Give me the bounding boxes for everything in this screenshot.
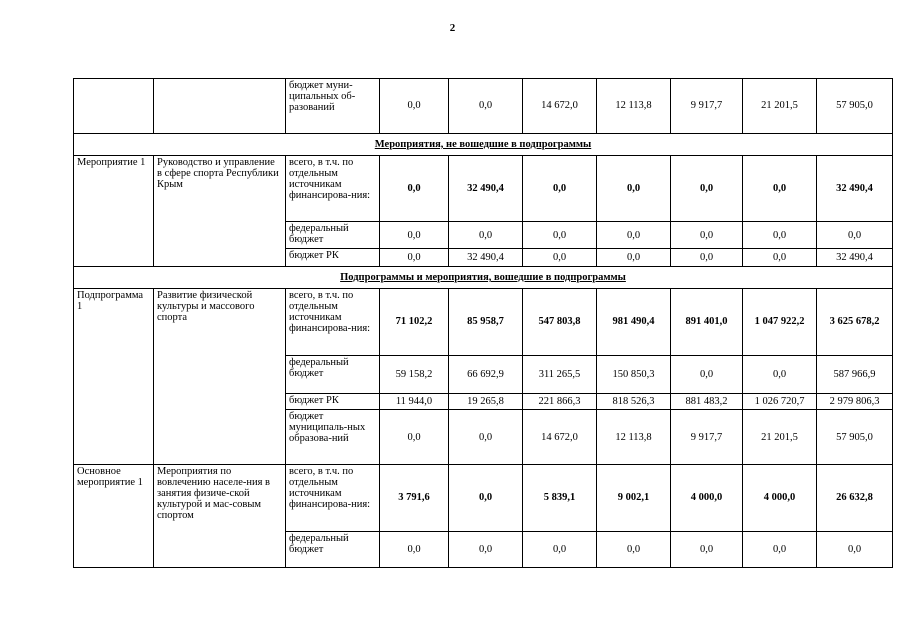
- empty-cell: [74, 79, 154, 134]
- table-row: [74, 79, 893, 134]
- value-cell: 0,0: [817, 531, 893, 567]
- source-cell: бюджет муниципаль-ных образова-ний: [286, 410, 380, 465]
- value-cell: 0,0: [523, 248, 597, 266]
- value-cell: 0,0: [523, 222, 597, 248]
- value-cell: 0,0: [817, 222, 893, 248]
- source-cell: всего, в т.ч. по отдельным источникам финансирова-ния:: [286, 289, 380, 356]
- value-cell: 66 692,9: [449, 355, 523, 393]
- table-row: [74, 464, 893, 531]
- value-cell: 1 047 922,2: [743, 289, 817, 356]
- source-cell: всего, в т.ч. по отдельным источникам финансирова-ния:: [286, 155, 380, 222]
- value-cell: 57 905,0: [817, 410, 893, 465]
- value-cell: 0,0: [671, 355, 743, 393]
- section-row: [74, 133, 893, 155]
- source-cell: бюджет муни-ципальных об-разований: [286, 79, 380, 134]
- value-cell: 547 803,8: [523, 289, 597, 356]
- value-cell: 0,0: [743, 531, 817, 567]
- value-cell: 981 490,4: [597, 289, 671, 356]
- value-cell: 587 966,9: [817, 355, 893, 393]
- table-row: [74, 155, 893, 222]
- value-cell: 0,0: [597, 248, 671, 266]
- value-cell: 0,0: [743, 248, 817, 266]
- value-cell: 4 000,0: [743, 464, 817, 531]
- value-cell: 0,0: [743, 222, 817, 248]
- value-cell: 0,0: [449, 531, 523, 567]
- source-cell: всего, в т.ч. по отдельным источникам финансирова-ния:: [286, 464, 380, 531]
- value-cell: 150 850,3: [597, 355, 671, 393]
- value-cell: 85 958,7: [449, 289, 523, 356]
- value-cell: 891 401,0: [671, 289, 743, 356]
- value-cell: 0,0: [597, 531, 671, 567]
- value-cell: 11 944,0: [380, 394, 449, 410]
- value-cell: 5 839,1: [523, 464, 597, 531]
- value-cell: 0,0: [449, 464, 523, 531]
- value-cell: 0,0: [523, 531, 597, 567]
- value-cell: 32 490,4: [817, 248, 893, 266]
- value-cell: 3 625 678,2: [817, 289, 893, 356]
- value-cell: 0,0: [449, 410, 523, 465]
- value-cell: 1 026 720,7: [743, 394, 817, 410]
- section-row: [74, 266, 893, 288]
- value-cell: 26 632,8: [817, 464, 893, 531]
- item-name-cell: Основное мероприятие 1: [74, 464, 154, 567]
- value-cell: 0,0: [380, 531, 449, 567]
- item-name-cell: Подпрограмма 1: [74, 289, 154, 465]
- value-cell: 0,0: [380, 155, 449, 222]
- value-cell: 0,0: [380, 248, 449, 266]
- value-cell: 21 201,5: [743, 79, 817, 134]
- value-cell: 14 672,0: [523, 79, 597, 134]
- value-cell: 0,0: [449, 222, 523, 248]
- value-cell: 9 917,7: [671, 79, 743, 134]
- value-cell: 0,0: [597, 155, 671, 222]
- item-description-cell: Развитие физической культуры и массового спорта: [154, 289, 286, 465]
- value-cell: 32 490,4: [449, 155, 523, 222]
- value-cell: 0,0: [743, 155, 817, 222]
- value-cell: 4 000,0: [671, 464, 743, 531]
- value-cell: 59 158,2: [380, 355, 449, 393]
- value-cell: 9 917,7: [671, 410, 743, 465]
- table-row: [74, 289, 893, 356]
- item-description-cell: Руководство и управление в сфере спорта Республики Крым: [154, 155, 286, 266]
- item-description-cell: Мероприятия по вовлечению населе-ния в занятия физиче-ской культурой и мас-совым спортом: [154, 464, 286, 567]
- value-cell: 0,0: [380, 79, 449, 134]
- value-cell: 32 490,4: [449, 248, 523, 266]
- value-cell: 2 979 806,3: [817, 394, 893, 410]
- value-cell: 9 002,1: [597, 464, 671, 531]
- value-cell: 0,0: [671, 222, 743, 248]
- value-cell: 311 265,5: [523, 355, 597, 393]
- source-cell: бюджет РК: [286, 394, 380, 410]
- section-header: Подпрограммы и мероприятия, вошедшие в подпрограммы: [74, 266, 893, 288]
- value-cell: 0,0: [380, 410, 449, 465]
- value-cell: 0,0: [671, 248, 743, 266]
- value-cell: 0,0: [523, 155, 597, 222]
- source-cell: федеральный бюджет: [286, 531, 380, 567]
- value-cell: 0,0: [380, 222, 449, 248]
- value-cell: 881 483,2: [671, 394, 743, 410]
- value-cell: 818 526,3: [597, 394, 671, 410]
- empty-cell: [154, 79, 286, 134]
- value-cell: 0,0: [449, 79, 523, 134]
- value-cell: 0,0: [597, 222, 671, 248]
- value-cell: 21 201,5: [743, 410, 817, 465]
- source-cell: бюджет РК: [286, 248, 380, 266]
- value-cell: 19 265,8: [449, 394, 523, 410]
- item-name-cell: Мероприятие 1: [74, 155, 154, 266]
- section-header: Мероприятия, не вошедшие в подпрограммы: [74, 133, 893, 155]
- value-cell: 12 113,8: [597, 79, 671, 134]
- page-number: 2: [449, 22, 456, 34]
- value-cell: 0,0: [671, 531, 743, 567]
- source-cell: федеральный бюджет: [286, 222, 380, 248]
- value-cell: 0,0: [671, 155, 743, 222]
- value-cell: 32 490,4: [817, 155, 893, 222]
- value-cell: 57 905,0: [817, 79, 893, 134]
- value-cell: 0,0: [743, 355, 817, 393]
- source-cell: федеральный бюджет: [286, 355, 380, 393]
- value-cell: 3 791,6: [380, 464, 449, 531]
- value-cell: 12 113,8: [597, 410, 671, 465]
- value-cell: 14 672,0: [523, 410, 597, 465]
- value-cell: 71 102,2: [380, 289, 449, 356]
- value-cell: 221 866,3: [523, 394, 597, 410]
- budget-table: [73, 78, 893, 568]
